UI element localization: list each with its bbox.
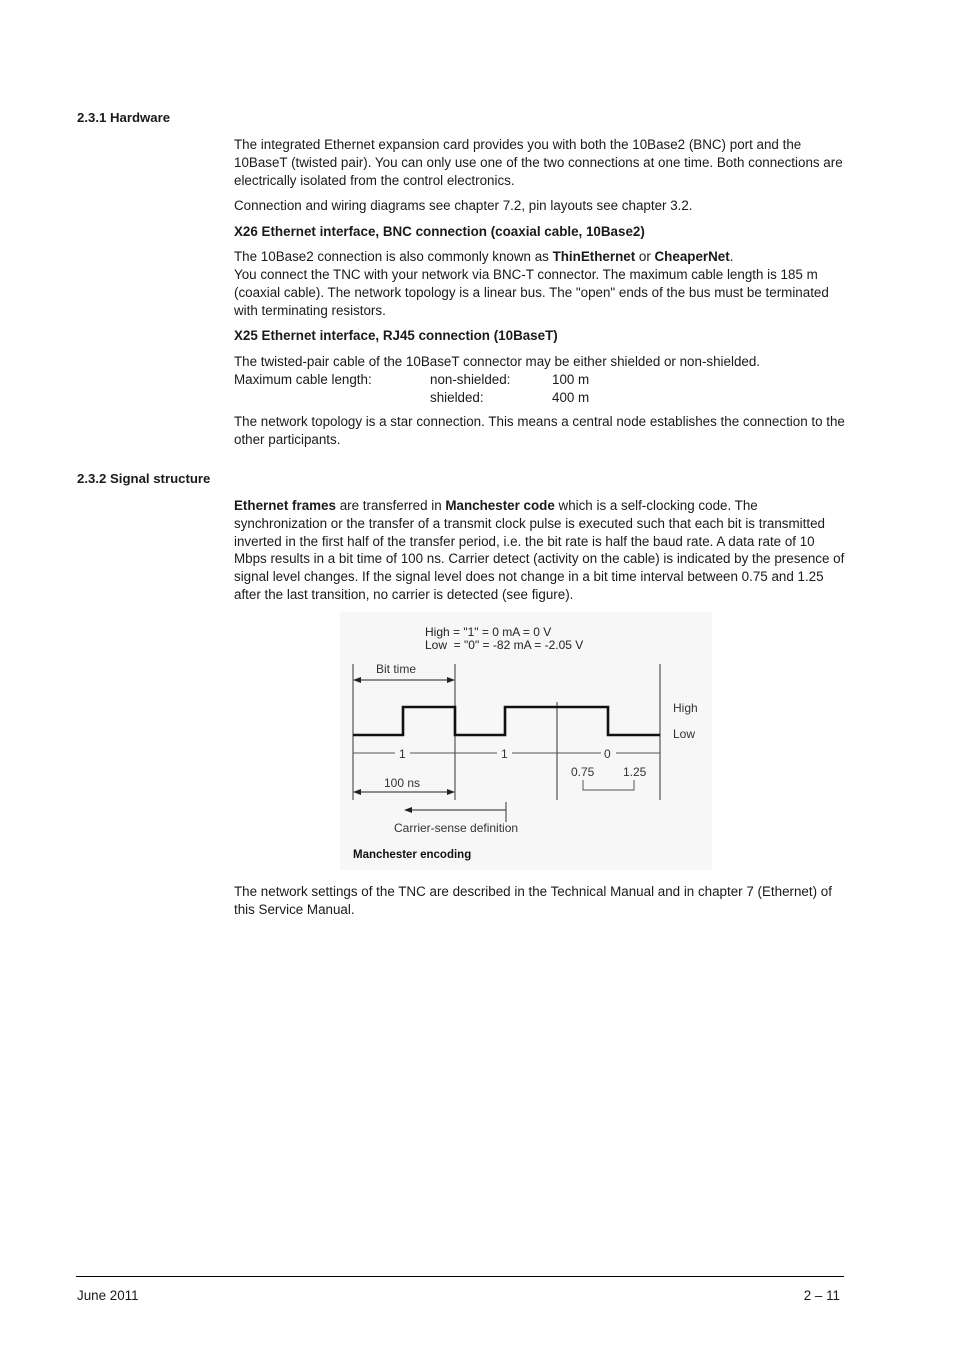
bit-value: 1	[399, 747, 406, 761]
table-row	[234, 371, 589, 389]
hardware-intro-paragraph: The integrated Ethernet expansion card provides you with both the 10Base2 (BNC) port and the 10BaseT (twisted pair). You can only use one of the two connections at one time. Both connections are electrically isolated from the control electronics.	[234, 137, 843, 188]
x26-alias-line: The 10Base2 connection is also commonly known as ThinEthernet or CheaperNet.	[234, 249, 734, 264]
table-row	[234, 389, 589, 407]
manchester-diagram	[340, 612, 712, 870]
closing-paragraph: The network settings of the TNC are described in the Technical Manual and in chapter 7 (Ethernet) of this Service Manual.	[234, 884, 832, 917]
manchester-waveform	[353, 707, 660, 735]
bit-time-label: Bit time	[376, 662, 417, 676]
max-length-label: Maximum cable length:	[234, 372, 372, 387]
footer-divider	[76, 1276, 844, 1277]
diagram-reference-paragraph: Connection and wiring diagrams see chapter 7.2, pin layouts see chapter 3.2.	[234, 198, 693, 213]
manchester-figure	[340, 612, 712, 870]
footer-date: June 2011	[77, 1288, 139, 1303]
high-label: High	[673, 701, 698, 715]
bit-value: 1	[501, 747, 508, 761]
carrier-sense-label: Carrier-sense definition	[394, 821, 519, 835]
low-definition: Low = "0" = -82 mA = -2.05 V	[425, 638, 584, 652]
cable-type: shielded:	[430, 389, 484, 405]
threshold-075-label: 0.75	[571, 765, 595, 779]
threshold-125-label: 1.25	[623, 765, 647, 779]
footer-page-number: 2 – 11	[803, 1288, 840, 1303]
x25-intro: The twisted-pair cable of the 10BaseT connector may be either shielded or non-shielded.	[234, 354, 761, 369]
term-thinethernet: ThinEthernet	[552, 249, 636, 264]
signal-paragraph: Ethernet frames are transferred in Manchester code which is a self-clocking code. The synchronization or the transfer of a transmit clock pulse is executed such that each bit is transmitted inverted in the first half of the transfer period, i.e. the bit rate is half the baud rate. A data rate of 10 Mbps results in a bit time of 100 ns. Carrier detect (activity on the cable) is indicated by the presence of signal level changes. If the signal level does not change in a bit time interval between 0.75 and 1.25 after the last transition, no carrier is detected (see figure).	[234, 498, 845, 602]
cable-length-value: 400 m	[552, 389, 590, 405]
carrier-window-bracket	[583, 780, 634, 790]
x26-body: You connect the TNC with your network via BNC-T connector. The maximum cable length is 185 m (coaxial cable). The network topology is a linear bus. The "open" ends of the bus must be terminated with terminating resistors.	[234, 267, 829, 318]
figure-caption: Manchester encoding	[353, 849, 472, 861]
term-manchester-code: Manchester code	[445, 498, 555, 513]
x25-subheading: X25 Ethernet interface, RJ45 connection (10BaseT)	[234, 328, 558, 343]
low-label: Low	[673, 727, 696, 741]
cable-type: non-shielded:	[430, 372, 511, 387]
100ns-label: 100 ns	[384, 776, 421, 790]
bit-value: 0	[604, 747, 611, 761]
term-cheapernet: CheaperNet	[654, 249, 730, 264]
term-ethernet-frames: Ethernet frames	[234, 498, 336, 513]
x26-subheading: X26 Ethernet interface, BNC connection (coaxial cable, 10Base2)	[234, 224, 645, 239]
section-heading-hardware: 2.3.1 Hardware	[77, 110, 171, 125]
section-heading-signal: 2.3.2 Signal structure	[77, 471, 211, 486]
vertical-gridlines	[353, 664, 660, 822]
cable-length-table	[234, 371, 589, 407]
high-definition: High = "1" = 0 mA = 0 V	[425, 625, 552, 639]
topology-paragraph: The network topology is a star connection. This means a central node establishes the connection to the other participants.	[234, 414, 845, 447]
cable-length-value: 100 m	[552, 372, 590, 387]
